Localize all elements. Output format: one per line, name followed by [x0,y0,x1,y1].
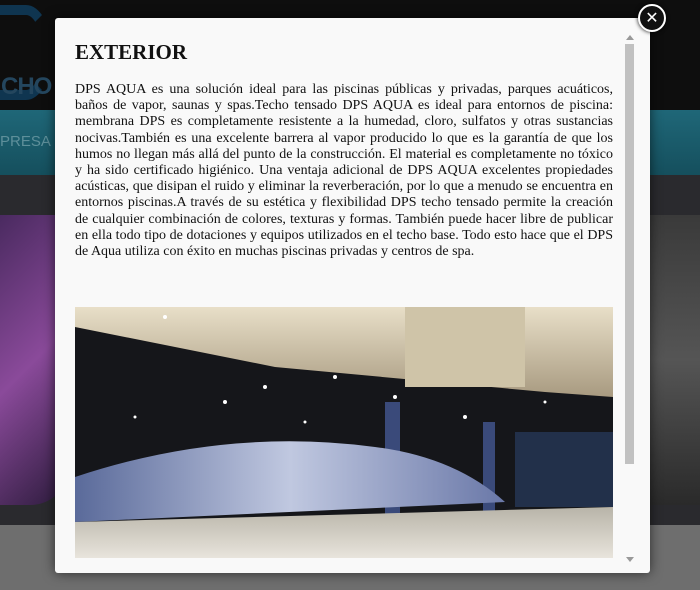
scroll-up-arrow-icon[interactable] [626,35,634,40]
scroll-down-arrow-icon[interactable] [626,557,634,562]
modal-scrollbar[interactable] [624,32,636,560]
lightbox-modal [55,18,650,573]
stretch-ceiling-photo [75,307,613,558]
nav-item-empresa[interactable]: PRESA [0,133,51,150]
modal-body-text: DPS AQUA es una solución ideal para las piscinas públicas y privadas, parques acuáticos, baños de vapor, saunas y spas.Techo tensado DPS AQUA es ideal para entornos de piscina: membrana DPS es completamente resistente a la humedad, cloro, sulfatos y otras sustancias nocivas.También es una excelente barrera al vapor producido lo que es la garantía de que los humos no llegan más allá del punto de la construcción. El material es completamente no tóxico y ha sido certificado higiénico. Una ventaja adicional de DPS AQUA excelentes propiedades acústicas, que disipan el ruido y eliminar la reverberación, por lo que a menudo se encuentra en entornos piscinas.A través de su estética y flexibilidad DPS techo tensado permite la creación de cualquier combinación de colores, texturas y formas. También puede hacer libre de publicar en ella todo tipo de dotaciones y equipos utilizados en el techo base. Todo esto hace que el DPS de Aqua utiliza con éxito en muchas piscinas privadas y centros de spa. [75,82,613,260]
close-icon[interactable]: ✕ [638,4,666,32]
scrollbar-thumb[interactable] [625,44,634,464]
modal-content [75,18,613,260]
site-logo-text: CHO [1,73,52,100]
modal-title: EXTERIOR [75,40,188,64]
